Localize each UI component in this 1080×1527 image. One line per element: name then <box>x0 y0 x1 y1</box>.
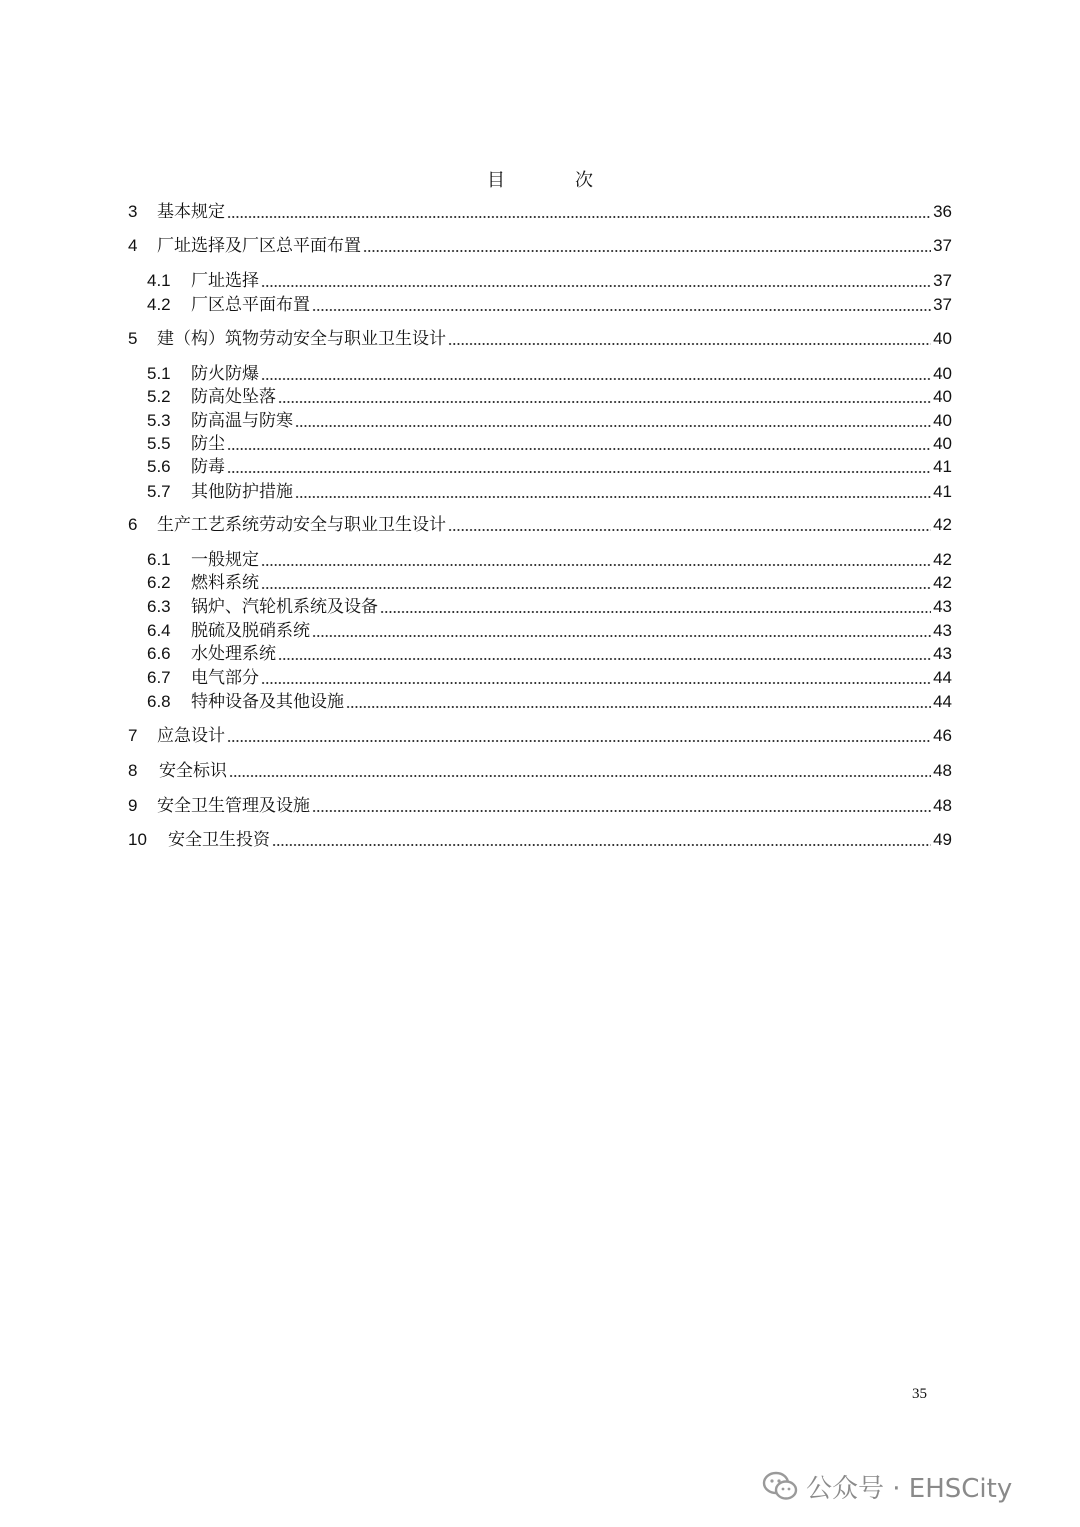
dot-leader <box>312 309 931 311</box>
dot-leader <box>261 587 931 589</box>
toc-entry-page: 40 <box>933 329 952 348</box>
toc-entry-label: 安全卫生管理及设施 <box>157 796 310 816</box>
toc-entry-number: 5.5 <box>147 434 171 453</box>
toc-entry-page: 40 <box>933 364 952 383</box>
toc-entry-label: 特种设备及其他设施 <box>191 692 344 712</box>
toc-entry-page: 43 <box>933 597 952 616</box>
watermark-text: 公众号 · EHSCity <box>806 1473 1013 1504</box>
toc-entry[interactable] <box>147 643 952 665</box>
dot-leader <box>261 564 931 566</box>
toc-entry[interactable] <box>128 235 952 257</box>
dot-leader <box>227 216 931 218</box>
toc-entry[interactable] <box>128 760 952 782</box>
toc-entry-page: 43 <box>933 644 952 663</box>
toc-entry[interactable] <box>147 433 952 455</box>
toc-entry[interactable] <box>147 270 952 292</box>
toc-entry-number: 4.1 <box>147 271 171 290</box>
toc-entry-label: 其他防护措施 <box>191 482 293 502</box>
toc-entry-page: 41 <box>933 482 952 501</box>
toc-entry-page: 36 <box>933 202 952 221</box>
toc-entry-label: 厂址选择 <box>191 271 259 291</box>
toc-entry[interactable] <box>147 456 952 478</box>
toc-entry-number: 6.7 <box>147 668 171 687</box>
toc-entry-number: 7 <box>128 726 138 745</box>
toc-entry-page: 42 <box>933 515 952 534</box>
toc-entry[interactable] <box>128 328 952 350</box>
dot-leader <box>295 425 931 427</box>
toc-entry-page: 37 <box>933 271 952 290</box>
toc-entry-page: 48 <box>933 761 952 780</box>
toc-entry-label: 脱硫及脱硝系统 <box>191 621 310 641</box>
toc-entry-label: 防高温与防寒 <box>191 411 293 431</box>
toc-entry-page: 37 <box>933 295 952 314</box>
dot-leader <box>272 844 931 846</box>
toc-entry-page: 48 <box>933 796 952 815</box>
toc-entry-page: 40 <box>933 434 952 453</box>
dot-leader <box>229 775 931 777</box>
toc-entry-number: 6.4 <box>147 621 171 640</box>
toc-entry-number: 5.2 <box>147 387 171 406</box>
toc-entry[interactable] <box>147 620 952 642</box>
toc-entry-page: 43 <box>933 621 952 640</box>
toc-entry-number: 10 <box>128 830 147 849</box>
toc-entry-number: 6.8 <box>147 692 171 711</box>
toc-entry-label: 生产工艺系统劳动安全与职业卫生设计 <box>157 515 446 535</box>
toc-entry-label: 防毒 <box>191 457 225 477</box>
wechat-icon <box>762 1470 798 1502</box>
toc-entry-label: 锅炉、汽轮机系统及设备 <box>191 597 378 617</box>
toc-entry[interactable] <box>147 481 952 503</box>
toc-entry-page: 37 <box>933 236 952 255</box>
toc-entry-label: 一般规定 <box>191 550 259 570</box>
watermark <box>762 1466 1012 1506</box>
toc-entry-number: 5.6 <box>147 457 171 476</box>
dot-leader <box>227 448 931 450</box>
toc-entry-number: 6.3 <box>147 597 171 616</box>
toc-entry-number: 3 <box>128 202 138 221</box>
toc-entry-label: 安全卫生投资 <box>168 830 270 850</box>
toc-entry[interactable] <box>147 596 952 618</box>
toc-entry-number: 5.3 <box>147 411 171 430</box>
dot-leader <box>227 471 931 473</box>
toc-entry-label: 防尘 <box>191 434 225 454</box>
toc-entry-label: 水处理系统 <box>191 644 276 664</box>
toc-entry[interactable] <box>128 795 952 817</box>
toc-entry[interactable] <box>128 829 952 851</box>
dot-leader <box>261 285 931 287</box>
toc-entry-number: 5 <box>128 329 138 348</box>
toc-entry[interactable] <box>147 667 952 689</box>
toc-entry-number: 6 <box>128 515 138 534</box>
dot-leader <box>346 706 931 708</box>
toc-entry-label: 电气部分 <box>191 668 259 688</box>
dot-leader <box>261 682 931 684</box>
toc-entry[interactable] <box>147 363 952 385</box>
dot-leader <box>227 740 931 742</box>
toc-entry-number: 8 <box>128 761 138 780</box>
dot-leader <box>278 401 931 403</box>
toc-entry-label: 安全标识 <box>159 761 227 781</box>
toc-entry[interactable] <box>147 294 952 316</box>
toc-entry-page: 40 <box>933 411 952 430</box>
toc-title: 目 次 <box>487 170 619 191</box>
dot-leader <box>312 635 931 637</box>
toc-entry-page: 44 <box>933 668 952 687</box>
toc-entry[interactable] <box>147 691 952 713</box>
toc-entry-label: 防高处坠落 <box>191 387 276 407</box>
dot-leader <box>448 529 931 531</box>
toc-entry-label: 应急设计 <box>157 726 225 746</box>
toc-entry-number: 4.2 <box>147 295 171 314</box>
toc-entry-page: 42 <box>933 573 952 592</box>
toc-entry[interactable] <box>147 549 952 571</box>
toc-entry-page: 41 <box>933 457 952 476</box>
toc-entry-page: 46 <box>933 726 952 745</box>
dot-leader <box>380 611 931 613</box>
toc-entry-label: 建（构）筑物劳动安全与职业卫生设计 <box>157 329 446 349</box>
toc-entry-number: 9 <box>128 796 138 815</box>
toc-entry-label: 基本规定 <box>157 202 225 222</box>
toc-entry-page: 42 <box>933 550 952 569</box>
toc-entry-number: 4 <box>128 236 138 255</box>
toc-entry[interactable] <box>128 514 952 536</box>
toc-entry[interactable] <box>147 410 952 432</box>
toc-entry-number: 6.1 <box>147 550 171 569</box>
toc-entry[interactable] <box>147 572 952 594</box>
toc-entry[interactable] <box>128 725 952 747</box>
toc-entry-number: 5.7 <box>147 482 171 501</box>
dot-leader <box>295 496 931 498</box>
toc-entry[interactable] <box>147 386 952 408</box>
toc-entry-label: 厂区总平面布置 <box>191 295 310 315</box>
toc-entry-label: 厂址选择及厂区总平面布置 <box>157 236 361 256</box>
toc-entry-page: 40 <box>933 387 952 406</box>
toc-entry-number: 6.6 <box>147 644 171 663</box>
dot-leader <box>278 658 931 660</box>
dot-leader <box>261 378 931 380</box>
dot-leader <box>448 343 931 345</box>
toc-entry-page: 49 <box>933 830 952 849</box>
dot-leader <box>363 250 931 252</box>
toc-entry-page: 44 <box>933 692 952 711</box>
toc-entry-number: 6.2 <box>147 573 171 592</box>
page-number: 35 <box>912 1386 927 1402</box>
toc-entry[interactable] <box>128 201 952 223</box>
toc-entry-label: 燃料系统 <box>191 573 259 593</box>
toc-entry-label: 防火防爆 <box>191 364 259 384</box>
toc-entry-number: 5.1 <box>147 364 171 383</box>
dot-leader <box>312 810 931 812</box>
